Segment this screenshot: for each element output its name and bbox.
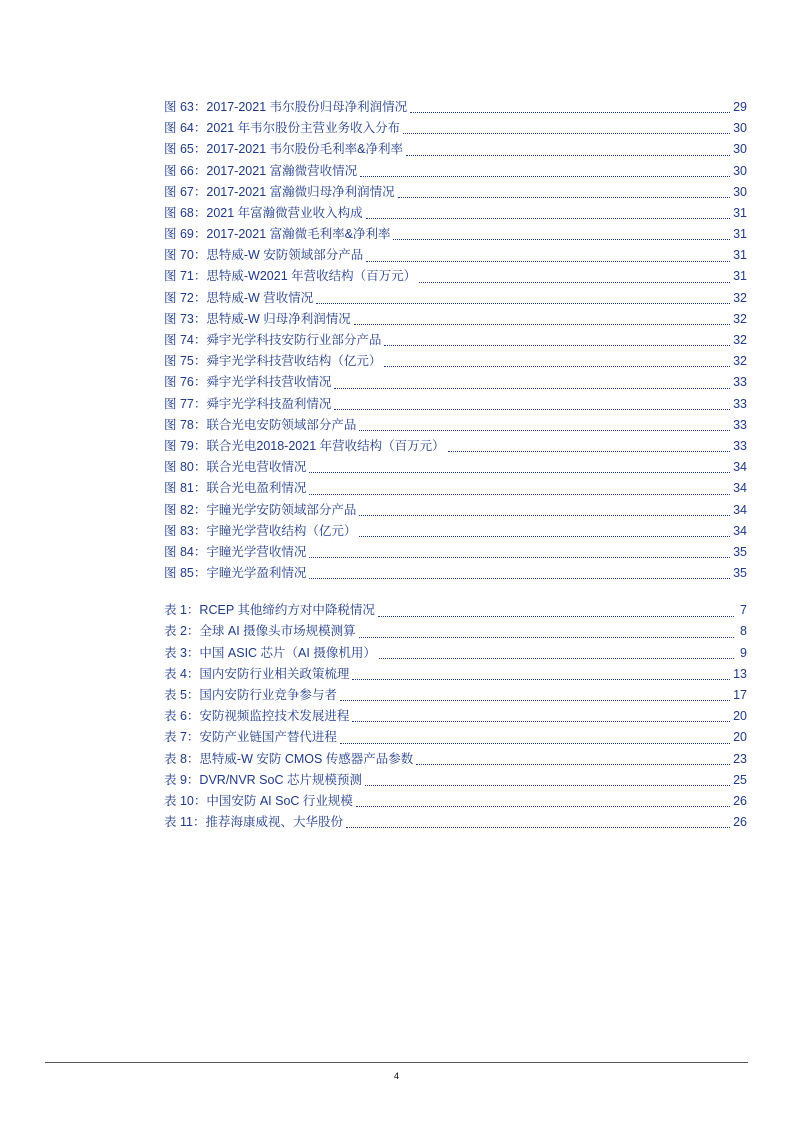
entry-label: 图 71：思特威-W2021 年营收结构（百万元） — [164, 269, 417, 284]
entry-page: 31 — [733, 269, 747, 284]
toc-entry-figure-82[interactable] — [164, 500, 747, 521]
entry-page: 33 — [733, 396, 747, 411]
toc-entry-figure-79[interactable] — [164, 436, 747, 457]
toc-entry-table-8[interactable] — [164, 749, 747, 770]
toc-entry-figure-76[interactable] — [164, 372, 747, 393]
entry-label: 图 65：2017-2021 韦尔股份毛利率&净利率 — [164, 142, 403, 157]
entry-page: 35 — [733, 544, 747, 559]
dot-leader — [366, 260, 730, 262]
page-number: 4 — [393, 1071, 399, 1081]
toc-entry-table-11[interactable] — [164, 812, 747, 833]
toc-entry-figure-70[interactable] — [164, 245, 747, 266]
dot-leader — [359, 514, 730, 516]
table-list — [164, 600, 747, 833]
dot-leader — [346, 826, 730, 828]
dot-leader — [309, 556, 730, 558]
dot-leader — [359, 636, 734, 638]
entry-label: 图 84：宇瞳光学营收情况 — [164, 544, 307, 559]
dot-leader — [384, 344, 730, 346]
entry-label: 表 2：全球 AI 摄像头市场规模测算 — [164, 624, 356, 639]
toc-entry-figure-77[interactable] — [164, 394, 747, 415]
entry-label: 图 75：舜宇光学科技营收结构（亿元） — [164, 354, 382, 369]
toc-entry-table-2[interactable] — [164, 622, 747, 643]
entry-page: 29 — [733, 99, 747, 114]
entry-page: 25 — [733, 772, 747, 787]
toc-entry-figure-63[interactable] — [164, 97, 747, 118]
entry-page: 34 — [733, 523, 747, 538]
toc-entry-table-1[interactable] — [164, 600, 747, 621]
entry-page: 32 — [733, 290, 747, 305]
dot-leader — [398, 196, 730, 198]
entry-page: 8 — [740, 624, 747, 639]
entry-label: 图 74：舜宇光学科技安防行业部分产品 — [164, 333, 382, 348]
dot-leader — [316, 302, 730, 304]
dot-leader — [359, 429, 730, 431]
dot-leader — [384, 365, 730, 367]
dot-leader — [379, 657, 734, 659]
entry-label: 图 80：联合光电营收情况 — [164, 460, 307, 475]
dot-leader — [365, 784, 730, 786]
entry-label: 图 83：宇瞳光学营收结构（亿元） — [164, 523, 357, 538]
entry-label: 图 66：2017-2021 富瀚微营收情况 — [164, 163, 358, 178]
dot-leader — [366, 217, 730, 219]
entry-page: 33 — [733, 417, 747, 432]
dot-leader — [393, 238, 730, 240]
dot-leader — [340, 742, 730, 744]
dot-leader — [410, 111, 730, 113]
dot-leader — [448, 450, 730, 452]
entry-page: 33 — [733, 375, 747, 390]
entry-label: 表 5：国内安防行业竞争参与者 — [164, 688, 337, 703]
dot-leader — [403, 132, 730, 134]
entry-label: 表 11：推荐海康威视、大华股份 — [164, 815, 343, 830]
entry-page: 35 — [733, 566, 747, 581]
toc-entry-figure-74[interactable] — [164, 330, 747, 351]
entry-label: 图 64：2021 年韦尔股份主营业务收入分布 — [164, 121, 401, 136]
entry-label: 图 72：思特威-W 营收情况 — [164, 290, 314, 305]
toc-entry-figure-65[interactable] — [164, 139, 747, 160]
dot-leader — [352, 720, 730, 722]
entry-label: 表 3：中国 ASIC 芯片（AI 摄像机用） — [164, 645, 376, 660]
dot-leader — [359, 535, 730, 537]
entry-page: 30 — [733, 184, 747, 199]
entry-label: 表 10：中国安防 AI SoC 行业规模 — [164, 793, 353, 808]
entry-page: 31 — [733, 248, 747, 263]
section-gap — [164, 584, 747, 600]
entry-label: 表 4：国内安防行业相关政策梳理 — [164, 666, 350, 681]
entry-page: 31 — [733, 205, 747, 220]
toc-entry-figure-75[interactable] — [164, 351, 747, 372]
toc-entry-table-10[interactable] — [164, 791, 747, 812]
entry-page: 30 — [733, 121, 747, 136]
entry-label: 图 79：联合光电2018-2021 年营收结构（百万元） — [164, 438, 445, 453]
dot-leader — [354, 323, 730, 325]
toc-entry-figure-67[interactable] — [164, 182, 747, 203]
entry-label: 表 7：安防产业链国产替代进程 — [164, 730, 337, 745]
entry-label: 图 63：2017-2021 韦尔股份归母净利润情况 — [164, 99, 408, 114]
entry-page: 33 — [733, 438, 747, 453]
footer-divider — [45, 1062, 748, 1063]
entry-page: 32 — [733, 354, 747, 369]
entry-page: 20 — [733, 709, 747, 724]
toc-entry-figure-73[interactable] — [164, 309, 747, 330]
toc-entry-figure-83[interactable] — [164, 521, 747, 542]
entry-page: 31 — [733, 227, 747, 242]
toc-entry-table-5[interactable] — [164, 685, 747, 706]
entry-page: 26 — [733, 815, 747, 830]
toc-entry-figure-69[interactable] — [164, 224, 747, 245]
dot-leader — [378, 615, 734, 617]
entry-page: 32 — [733, 333, 747, 348]
entry-page: 13 — [733, 666, 747, 681]
dot-leader — [360, 175, 730, 177]
entry-page: 17 — [733, 688, 747, 703]
toc-entry-figure-84[interactable] — [164, 542, 747, 563]
dot-leader — [334, 408, 730, 410]
dot-leader — [419, 281, 730, 283]
toc-entry-figure-80[interactable] — [164, 457, 747, 478]
entry-label: 图 82：宇瞳光学安防领域部分产品 — [164, 502, 357, 517]
entry-page: 23 — [733, 751, 747, 766]
toc-entry-table-6[interactable] — [164, 706, 747, 727]
dot-leader — [309, 471, 730, 473]
entry-label: 图 85：宇瞳光学盈利情况 — [164, 566, 307, 581]
entry-page: 26 — [733, 793, 747, 808]
entry-page: 7 — [740, 603, 747, 618]
entry-page: 34 — [733, 460, 747, 475]
entry-page: 20 — [733, 730, 747, 745]
dot-leader — [340, 699, 730, 701]
entry-label: 表 8：思特威-W 安防 CMOS 传感器产品参数 — [164, 751, 414, 766]
toc-entry-figure-64[interactable] — [164, 118, 747, 139]
entry-page: 30 — [733, 163, 747, 178]
dot-leader — [352, 678, 730, 680]
entry-label: 表 1：RCEP 其他缔约方对中降税情况 — [164, 603, 375, 618]
entry-label: 表 9：DVR/NVR SoC 芯片规模预测 — [164, 772, 362, 787]
entry-label: 图 68：2021 年富瀚微营业收入构成 — [164, 205, 363, 220]
toc-entry-figure-71[interactable] — [164, 267, 747, 288]
toc-entry-figure-68[interactable] — [164, 203, 747, 224]
entry-label: 图 81：联合光电盈利情况 — [164, 481, 307, 496]
toc-entry-table-9[interactable] — [164, 770, 747, 791]
entry-page: 30 — [733, 142, 747, 157]
toc-entry-table-3[interactable] — [164, 643, 747, 664]
figure-list — [164, 97, 747, 584]
toc-entry-figure-66[interactable] — [164, 161, 747, 182]
toc-entry-table-7[interactable] — [164, 727, 747, 748]
dot-leader — [309, 577, 730, 579]
entry-label: 图 76：舜宇光学科技营收情况 — [164, 375, 332, 390]
entry-label: 图 73：思特威-W 归母净利润情况 — [164, 311, 351, 326]
entry-page: 9 — [740, 645, 747, 660]
toc-entry-figure-85[interactable] — [164, 563, 747, 584]
entry-page: 32 — [733, 311, 747, 326]
entry-label: 图 70：思特威-W 安防领域部分产品 — [164, 248, 364, 263]
entry-page: 34 — [733, 502, 747, 517]
entry-label: 图 67：2017-2021 富瀚微归母净利润情况 — [164, 184, 395, 199]
toc-entry-table-4[interactable] — [164, 664, 747, 685]
entry-label: 图 69：2017-2021 富瀚微毛利率&净利率 — [164, 227, 391, 242]
toc-entry-figure-72[interactable] — [164, 288, 747, 309]
dot-leader — [406, 154, 730, 156]
entry-label: 图 77：舜宇光学科技盈利情况 — [164, 396, 332, 411]
toc-entry-figure-78[interactable] — [164, 415, 747, 436]
entry-label: 图 78：联合光电安防领域部分产品 — [164, 417, 357, 432]
dot-leader — [356, 805, 730, 807]
entry-page: 34 — [733, 481, 747, 496]
entry-label: 表 6：安防视频监控技术发展进程 — [164, 709, 350, 724]
dot-leader — [309, 493, 730, 495]
toc-entry-figure-81[interactable] — [164, 478, 747, 499]
table-of-contents — [164, 97, 747, 833]
dot-leader — [334, 387, 730, 389]
dot-leader — [416, 763, 730, 765]
